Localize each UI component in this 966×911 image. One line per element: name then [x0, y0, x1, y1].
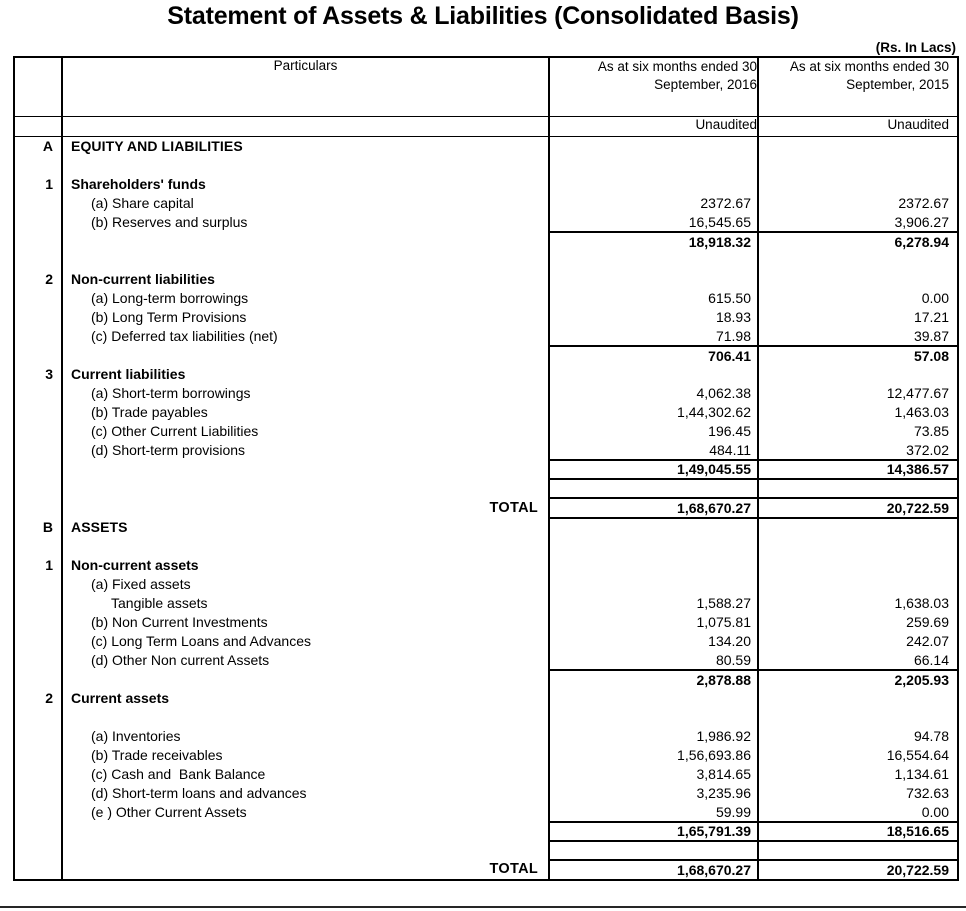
b2-c-v2016: 3,814.65: [549, 765, 758, 784]
total-b-label: TOTAL: [62, 860, 549, 880]
section-heading-row: [14, 137, 958, 156]
subtotal-row: [14, 670, 958, 689]
b1-d-v2016: 80.59: [549, 651, 758, 670]
a2-c-marker: [14, 327, 62, 346]
line-item-row: [14, 594, 958, 613]
header-marker-cell: [14, 57, 62, 117]
spacer-v2016: [549, 537, 758, 556]
a1-a-label: (a) Share capital: [62, 194, 549, 213]
a3-heading-v2015: [758, 365, 958, 384]
b2-subtotal-v2015: 18,516.65: [758, 822, 958, 841]
a2-subtotal-v2015: 57.08: [758, 346, 958, 365]
line-item-row: [14, 613, 958, 632]
group-heading-a3: Current liabilities: [62, 365, 549, 384]
a2-b-marker: [14, 308, 62, 327]
b1-b-label: (b) Non Current Investments: [62, 613, 549, 632]
units-note: (Rs. In Lacs): [875, 40, 956, 55]
group-heading-row: [14, 689, 958, 708]
spacer-particulars: [62, 537, 549, 556]
group-heading-row: [14, 175, 958, 194]
a2-b-v2016: 18.93: [549, 308, 758, 327]
a1-b-label: (b) Reserves and surplus: [62, 213, 549, 232]
b1-d-label: (d) Other Non current Assets: [62, 651, 549, 670]
total-a-marker: [14, 498, 62, 518]
line-item-row: [14, 194, 958, 213]
b1-heading-v2016: [549, 556, 758, 575]
spacer-particulars: [62, 156, 549, 175]
group-marker-a2: 2: [14, 270, 62, 289]
line-item-row: [14, 308, 958, 327]
b1-c-v2015: 242.07: [758, 632, 958, 651]
a3-d-v2015: 372.02: [758, 441, 958, 460]
group-marker-a3: 3: [14, 365, 62, 384]
spacer-marker: [14, 841, 62, 860]
b2-heading-v2016: [549, 689, 758, 708]
a1-subtotal-marker: [14, 232, 62, 251]
line-item-row: [14, 784, 958, 803]
b2-d-label: (d) Short-term loans and advances: [62, 784, 549, 803]
b1-d-v2015: 66.14: [758, 651, 958, 670]
b2-e-v2016: 59.99: [549, 803, 758, 822]
b2-a-label: (a) Inventories: [62, 727, 549, 746]
table-header-row: [14, 57, 958, 117]
spacer-particulars: [62, 479, 549, 498]
a3-subtotal-v2015: 14,386.57: [758, 460, 958, 479]
a3-c-label: (c) Other Current Liabilities: [62, 422, 549, 441]
b1-d-marker: [14, 651, 62, 670]
a1-b-v2015: 3,906.27: [758, 213, 958, 232]
a3-heading-v2016: [549, 365, 758, 384]
a2-subtotal-marker: [14, 346, 62, 365]
a2-c-v2016: 71.98: [549, 327, 758, 346]
total-row: [14, 860, 958, 880]
a3-c-marker: [14, 422, 62, 441]
line-item-row: [14, 213, 958, 232]
a2-subtotal-label: [62, 346, 549, 365]
a1-b-v2016: 16,545.65: [549, 213, 758, 232]
a3-b-marker: [14, 403, 62, 422]
table-subheader-row: [14, 117, 958, 137]
total-b-marker: [14, 860, 62, 880]
subtotal-row: [14, 346, 958, 365]
b1-b-v2015: 259.69: [758, 613, 958, 632]
b1-c-label: (c) Long Term Loans and Advances: [62, 632, 549, 651]
group-heading-b1: Non-current assets: [62, 556, 549, 575]
line-item-row: [14, 746, 958, 765]
assets-liabilities-table: [13, 56, 959, 881]
spacer-row: [14, 251, 958, 270]
line-item-row: [14, 289, 958, 308]
group-heading-row: [14, 556, 958, 575]
a2-c-v2015: 39.87: [758, 327, 958, 346]
total-row: [14, 498, 958, 518]
line-item-row: [14, 403, 958, 422]
b2-subtotal-v2016: 1,65,791.39: [549, 822, 758, 841]
a2-b-v2015: 17.21: [758, 308, 958, 327]
b1-tangible-v2015: 1,638.03: [758, 594, 958, 613]
b2-a-v2015: 94.78: [758, 727, 958, 746]
section-heading-a: EQUITY AND LIABILITIES: [62, 137, 549, 156]
a1-b-marker: [14, 213, 62, 232]
audit-status-2015: Unaudited: [758, 117, 958, 137]
section-a-v2016: [549, 137, 758, 156]
subheader-marker-cell: [14, 117, 62, 137]
b1-c-v2016: 134.20: [549, 632, 758, 651]
subtotal-row: [14, 822, 958, 841]
section-heading-row: [14, 518, 958, 537]
a1-subtotal-v2016: 18,918.32: [549, 232, 758, 251]
a1-heading-v2015: [758, 175, 958, 194]
section-heading-b: ASSETS: [62, 518, 549, 537]
a2-heading-v2015: [758, 270, 958, 289]
a3-subtotal-marker: [14, 460, 62, 479]
a3-b-v2015: 1,463.03: [758, 403, 958, 422]
a2-heading-v2016: [549, 270, 758, 289]
header-col-2016: As at six months ended 30 September, 2016: [549, 57, 758, 117]
section-a-v2015: [758, 137, 958, 156]
b2-a-marker: [14, 727, 62, 746]
subtotal-row: [14, 460, 958, 479]
header-col-2015: As at six months ended 30 September, 2015: [758, 57, 958, 117]
a1-subtotal-label: [62, 232, 549, 251]
page-title: Statement of Assets & Liabilities (Consolidated Basis): [167, 2, 799, 30]
group-marker-a1: 1: [14, 175, 62, 194]
b2-b-marker: [14, 746, 62, 765]
spacer-v2016: [549, 156, 758, 175]
group-heading-row: [14, 365, 958, 384]
a3-b-v2016: 1,44,302.62: [549, 403, 758, 422]
a3-b-label: (b) Trade payables: [62, 403, 549, 422]
a1-a-marker: [14, 194, 62, 213]
b1-tangible-v2016: 1,588.27: [549, 594, 758, 613]
spacer-v2015: [758, 479, 958, 498]
b1-subtotal-v2016: 2,878.88: [549, 670, 758, 689]
a3-c-v2016: 196.45: [549, 422, 758, 441]
b1-subtotal-label: [62, 670, 549, 689]
a1-subtotal-v2015: 6,278.94: [758, 232, 958, 251]
b2-c-label: (c) Cash and Bank Balance: [62, 765, 549, 784]
b2-e-label: (e ) Other Current Assets: [62, 803, 549, 822]
b1-a-v2016: [549, 575, 758, 594]
b2-d-v2015: 732.63: [758, 784, 958, 803]
section-marker-b: B: [14, 518, 62, 537]
line-item-row: [14, 765, 958, 784]
spacer-v2016: [549, 708, 758, 727]
spacer-marker: [14, 479, 62, 498]
spacer-v2016: [549, 479, 758, 498]
b1-b-marker: [14, 613, 62, 632]
line-item-row: [14, 327, 958, 346]
total-a-label: TOTAL: [62, 498, 549, 518]
a2-subtotal-v2016: 706.41: [549, 346, 758, 365]
section-marker-a: A: [14, 137, 62, 156]
line-item-row: [14, 384, 958, 403]
b2-subtotal-label: [62, 822, 549, 841]
group-marker-b2: 2: [14, 689, 62, 708]
b2-subtotal-marker: [14, 822, 62, 841]
spacer-marker: [14, 537, 62, 556]
b1-a-label: (a) Fixed assets: [62, 575, 549, 594]
scan-edge-line: [0, 906, 966, 908]
spacer-v2016: [549, 841, 758, 860]
line-item-row: [14, 632, 958, 651]
a1-heading-v2016: [549, 175, 758, 194]
b1-b-v2016: 1,075.81: [549, 613, 758, 632]
a3-a-marker: [14, 384, 62, 403]
b2-e-marker: [14, 803, 62, 822]
b2-a-v2016: 1,986.92: [549, 727, 758, 746]
spacer-marker: [14, 708, 62, 727]
subheader-particulars-cell: [62, 117, 549, 137]
line-item-row: [14, 803, 958, 822]
spacer-row: [14, 537, 958, 556]
spacer-row: [14, 479, 958, 498]
b1-a-v2015: [758, 575, 958, 594]
b2-c-v2015: 1,134.61: [758, 765, 958, 784]
b1-tangible-marker: [14, 594, 62, 613]
b2-b-v2016: 1,56,693.86: [549, 746, 758, 765]
spacer-marker: [14, 251, 62, 270]
a1-a-v2016: 2372.67: [549, 194, 758, 213]
a2-a-label: (a) Long-term borrowings: [62, 289, 549, 308]
a2-b-label: (b) Long Term Provisions: [62, 308, 549, 327]
subtotal-row: [14, 232, 958, 251]
b1-subtotal-v2015: 2,205.93: [758, 670, 958, 689]
line-item-row: [14, 651, 958, 670]
header-particulars: Particulars: [62, 57, 549, 117]
total-b-v2016: 1,68,670.27: [549, 860, 758, 880]
spacer-v2015: [758, 708, 958, 727]
a2-a-v2015: 0.00: [758, 289, 958, 308]
spacer-row: [14, 708, 958, 727]
spacer-v2015: [758, 251, 958, 270]
a3-subtotal-v2016: 1,49,045.55: [549, 460, 758, 479]
total-a-v2015: 20,722.59: [758, 498, 958, 518]
spacer-v2015: [758, 537, 958, 556]
section-b-v2015: [758, 518, 958, 537]
b1-subtotal-marker: [14, 670, 62, 689]
a3-c-v2015: 73.85: [758, 422, 958, 441]
audit-status-2016: Unaudited: [549, 117, 758, 137]
b1-tangible-label: Tangible assets: [62, 594, 549, 613]
a3-a-v2015: 12,477.67: [758, 384, 958, 403]
total-b-v2015: 20,722.59: [758, 860, 958, 880]
a3-subtotal-label: [62, 460, 549, 479]
b2-d-v2016: 3,235.96: [549, 784, 758, 803]
b1-a-marker: [14, 575, 62, 594]
spacer-marker: [14, 156, 62, 175]
b1-heading-v2015: [758, 556, 958, 575]
spacer-particulars: [62, 251, 549, 270]
line-item-row: [14, 441, 958, 460]
spacer-row: [14, 841, 958, 860]
a2-a-v2016: 615.50: [549, 289, 758, 308]
b2-b-v2015: 16,554.64: [758, 746, 958, 765]
a2-c-label: (c) Deferred tax liabilities (net): [62, 327, 549, 346]
a3-d-v2016: 484.11: [549, 441, 758, 460]
line-item-row: [14, 422, 958, 441]
spacer-v2015: [758, 156, 958, 175]
group-heading-row: [14, 270, 958, 289]
group-heading-b2: Current assets: [62, 689, 549, 708]
a1-a-v2015: 2372.67: [758, 194, 958, 213]
b2-c-marker: [14, 765, 62, 784]
b1-c-marker: [14, 632, 62, 651]
b2-heading-v2015: [758, 689, 958, 708]
a3-d-label: (d) Short-term provisions: [62, 441, 549, 460]
spacer-v2015: [758, 841, 958, 860]
group-marker-b1: 1: [14, 556, 62, 575]
b2-b-label: (b) Trade receivables: [62, 746, 549, 765]
b2-e-v2015: 0.00: [758, 803, 958, 822]
b2-d-marker: [14, 784, 62, 803]
spacer-row: [14, 156, 958, 175]
total-a-v2016: 1,68,670.27: [549, 498, 758, 518]
group-heading-a2: Non-current liabilities: [62, 270, 549, 289]
line-item-row: [14, 727, 958, 746]
spacer-v2016: [549, 251, 758, 270]
section-b-v2016: [549, 518, 758, 537]
line-item-row: [14, 575, 958, 594]
a3-a-label: (a) Short-term borrowings: [62, 384, 549, 403]
spacer-particulars: [62, 708, 549, 727]
spacer-particulars: [62, 841, 549, 860]
group-heading-a1: Shareholders' funds: [62, 175, 549, 194]
a3-a-v2016: 4,062.38: [549, 384, 758, 403]
a3-d-marker: [14, 441, 62, 460]
a2-a-marker: [14, 289, 62, 308]
